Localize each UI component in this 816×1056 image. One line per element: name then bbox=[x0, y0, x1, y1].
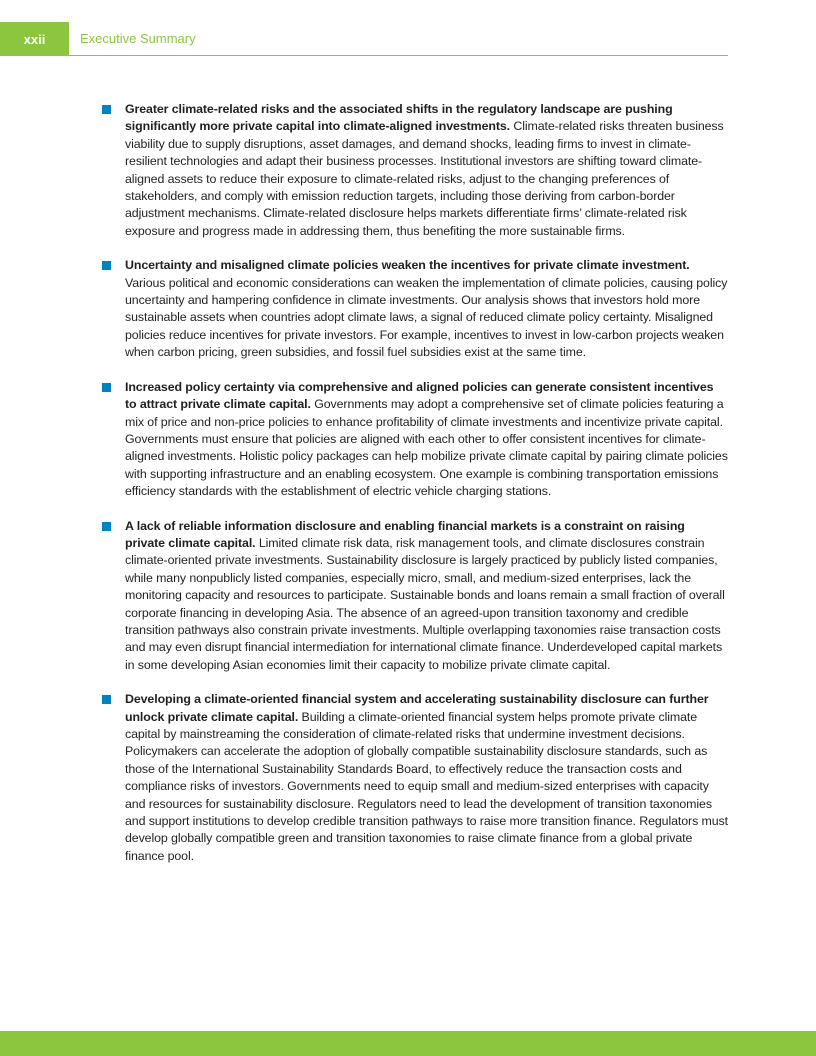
square-bullet-icon bbox=[102, 522, 111, 531]
square-bullet-icon bbox=[102, 695, 111, 704]
section-title: Executive Summary bbox=[80, 31, 196, 46]
footer-bar bbox=[0, 1031, 816, 1056]
square-bullet-icon bbox=[102, 105, 111, 114]
square-bullet-icon bbox=[102, 383, 111, 392]
bullet-body: Building a climate-oriented financial system helps promote private climate capital by mainstreaming the consideration of climate-related risks that undermine investment decisions. Policymakers can accelerate the adoption of globally compatible sustainability disclosure standards, such as those of the International Sustainability Standards Board, to effectively reduce the transaction costs and compliance risks of investors. Governments need to equip small and medium-sized enterprises with capacity and resources for sustainability disclosure. Regulators need to lead the development of transition taxonomies and support institutions to develop credible transition pathways to raise more transition finance. Regulators must develop globally compatible green and transition taxonomies to raise climate finance from a global private finance pool. bbox=[125, 709, 728, 863]
bullet-item bbox=[102, 101, 728, 240]
bullet-body: Governments may adopt a comprehensive set of climate policies featuring a mix of price and non-price policies to enhance profitability of climate investments and incentivize private capital. Governments must ensure that policies are aligned with each other to offer consistent incentives for climate-aligned investments. Holistic policy packages can help mobilize private climate capital by pairing climate policies with supporting infrastructure and an enabling ecosystem. One example is combining transportation emissions efficiency standards with the establishment of electric vehicle charging stations. bbox=[125, 397, 728, 499]
bullet-body: Various political and economic considerations can weaken the implementation of climate policies, causing policy uncertainty and hampering confidence in climate investments. Our analysis shows that investors hold more sustainable assets when countries adopt climate laws, a signal of reduced climate policy certainty. Misaligned policies reduce incentives for private investors. For example, incentives to invest in low-carbon projects weaken when carbon pricing, green subsidies, and fossil fuel subsidies exist at the same time. bbox=[125, 275, 728, 360]
bullet-body: Climate-related risks threaten business viability due to supply disruptions, asset damages, and demand shocks, leading firms to invest in climate-resilient technologies and adapt their business processes. Institutional investors are shifting toward climate-aligned assets to reduce their exposure to climate-related risks, adjust to the changing preferences of stakeholders, and comply with emission reduction targets, including those deriving from carbon-border adjustment mechanisms. Climate-related disclosure helps markets differentiate firms’ climate-related risk exposure and progress made in addressing them, thus benefiting the more sustainable firms. bbox=[125, 119, 724, 238]
bullet-item bbox=[102, 379, 728, 501]
bullet-heading: Greater climate-related risks and the associated shifts in the regulatory landscape are pushing significantly more private capital into climate-aligned investments. bbox=[125, 102, 673, 134]
bullet-item bbox=[102, 257, 728, 361]
page-number: xxii bbox=[23, 31, 46, 47]
bullet-item bbox=[102, 518, 728, 675]
bullet-item bbox=[102, 691, 728, 865]
bullet-heading: Uncertainty and misaligned climate policies weaken the incentives for private climate investment. bbox=[125, 258, 690, 273]
executive-summary-bullets bbox=[102, 101, 728, 882]
bullet-heading: A lack of reliable information disclosure and enabling financial markets is a constraint on raising private climate capital. bbox=[125, 518, 685, 550]
header-divider bbox=[69, 55, 728, 56]
bullet-body: Limited climate risk data, risk management tools, and climate disclosures constrain climate-oriented private investments. Sustainability disclosure is largely practiced by publicly listed companies, while many nonpublicly listed companies, especially micro, small, and medium-sized enterprises, lack the monitoring capacity and resources to participate. Sustainable bonds and loans remain a small fraction of overall corporate financing in developing Asia. The absence of an agreed-upon transition taxonomy and credible transition pathways also constrain private investments. Multiple overlapping taxonomies raise transaction costs and may even disrupt financial intermediation for international climate finance. Underdeveloped capital markets in some developing Asian economies limit their capacity to mobilize private climate capital. bbox=[125, 535, 725, 672]
bullet-heading: Increased policy certainty via comprehensive and aligned policies can generate consistent incentives to attract private climate capital. bbox=[125, 379, 714, 412]
square-bullet-icon bbox=[102, 261, 111, 270]
page-number-tab bbox=[0, 22, 69, 56]
bullet-heading: Developing a climate-oriented financial system and accelerating sustainability disclosure can further unlock private climate capital. bbox=[125, 692, 709, 724]
